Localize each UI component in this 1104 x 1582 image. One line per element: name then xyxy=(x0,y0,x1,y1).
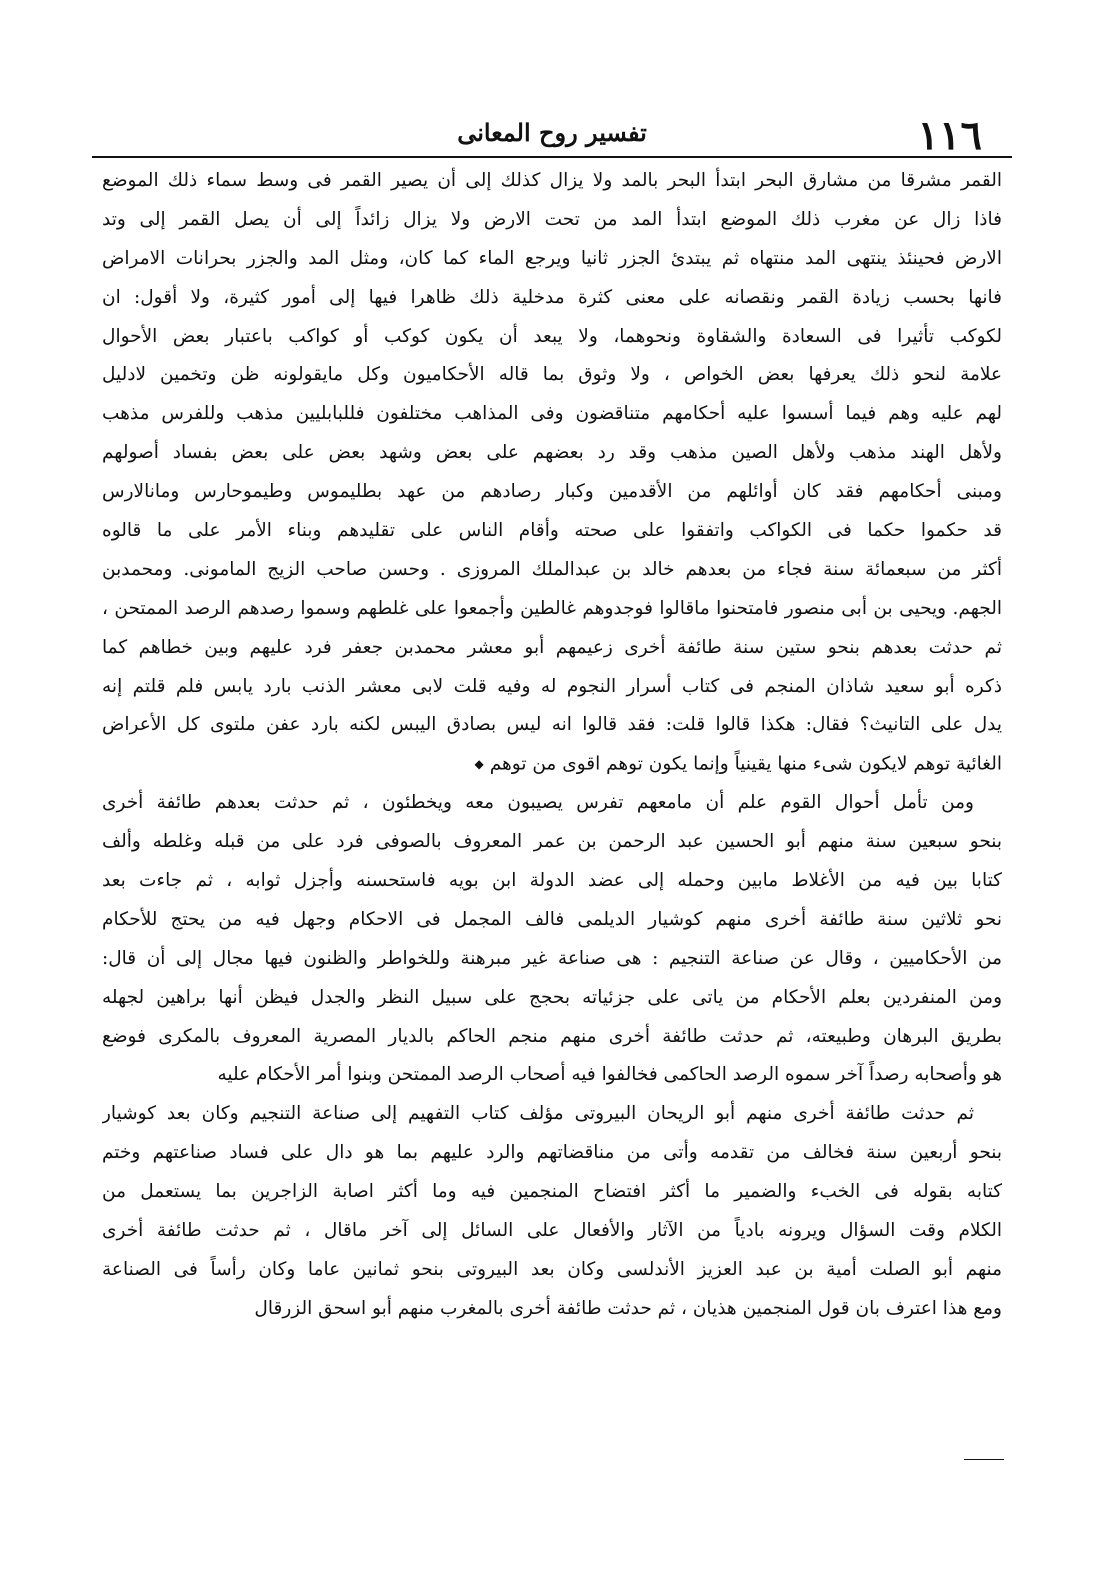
text-line xyxy=(102,1056,1002,1095)
text-line xyxy=(102,473,1002,512)
text-line xyxy=(102,162,1002,201)
paragraph-end-mark: ◆ xyxy=(474,757,484,772)
line-text: هو وأصحابه رصداً آخر سموه الرصد الحاكمى فخالفوا فيه أصحاب الرصد الممتحن وبنوا أمر الأحكام عليه xyxy=(217,1064,1002,1086)
line-text: ومع هذا اعترف بان قول المنجمين هذيان ، ثم حدثت طائفة أخرى بالمغرب منهم أبو اسحق الزرقال xyxy=(254,1297,1002,1319)
line-text: ثم حدثت بعدهم بنحو ستين سنة طائفة أخرى زعيمهم أبو معشر محمدبن جعفر فرد عليهم وبين خطاهم كما xyxy=(102,636,1002,658)
line-text: قد حكموا حكما فى الكواكب واتفقوا على صحته وأقام الناس على تقليدهم وبناء الأمر على ما قالوه xyxy=(102,520,1002,542)
line-text: الكلام وقت السؤال ويرونه بادياً من الآثار والأفعال على السائل إلى آخر ماقال ، ثم حدثت طائفة أخرى xyxy=(102,1220,1002,1242)
line-text: فانها بحسب زيادة القمر ونقصانه على معنى كثرة مدخلية ذلك ظاهرا فيها إلى أمور كثيرة، ولا أقول: ان xyxy=(102,286,1002,308)
text-line xyxy=(102,1134,1002,1173)
text-line xyxy=(102,279,1002,318)
text-line xyxy=(102,551,1002,590)
text-line xyxy=(102,318,1002,357)
paragraph xyxy=(102,162,1002,784)
page-number: ١١٦ xyxy=(917,112,982,159)
line-text: القمر مشرقا من مشارق البحر ابتدأ البحر بالمد ولا يزال كذلك إلى أن يصير القمر فى وسط سماء ذلك الموضع xyxy=(102,170,1002,191)
line-text: ومبنى أحكامهم فقد كان أوائلهم من الأقدمين وكبار رصادهم من عهد بطليموس وطيموحارس ومانالارس xyxy=(102,481,1002,503)
line-text: كتابه بقوله فى الخبء والضمير ما أكثر افتضاح المنجمين فيه وما أكثر اصابة الزاجرين بما يستعمل من xyxy=(102,1181,1002,1203)
line-text: ثم حدثت طائفة أخرى منهم أبو الريحان البيروتى مؤلف كتاب التفهيم إلى صناعة التنجيم وكان بعد كوشيار xyxy=(102,1103,974,1125)
text-line xyxy=(102,512,1002,551)
text-line xyxy=(102,706,1002,745)
text-line xyxy=(102,629,1002,668)
line-text: الغائية توهم لايكون شىء منها يقينياً وإنما يكون توهم اقوى من توهم xyxy=(489,753,1002,775)
line-text: بنحو أربعين سنة فخالف من تقدمه وأتى من مناقضاتهم والرد عليهم بما هو دال على فساد صناعتهم وختم xyxy=(102,1142,1002,1164)
text-line xyxy=(102,940,1002,979)
text-line xyxy=(102,1212,1002,1251)
line-text: ومن المنفردين بعلم الأحكام من ياتى على جزئياته بحجج على سبيل النظر والجدل فيظن أنها براهين لجهله xyxy=(102,986,1002,1008)
text-line xyxy=(102,356,1002,395)
line-text: ومن تأمل أحوال القوم علم أن مامعهم تفرس يصيبون معه ويخطئون ، ثم حدثت بعدهم طائفة أخرى xyxy=(102,792,974,814)
line-text: أكثر من سبعمائة سنة فجاء من بعدهم خالد بن عبدالملك المروزى . وحسن صاحب الزيج المامونى. ومحمدبن xyxy=(102,558,1002,580)
text-line xyxy=(102,1290,1002,1329)
text-line xyxy=(102,784,1002,823)
line-text: كتابا بين فيه من الأغلاط مابين وحمله إلى عضد الدولة ابن بويه فاستحسنه وأجزل ثوابه ، ثم جاءت بعد xyxy=(102,870,1002,892)
text-line xyxy=(102,745,1002,784)
header-rule xyxy=(92,156,1012,158)
text-line xyxy=(102,395,1002,434)
line-text: الارض فحينئذ ينتهى المد منتهاه ثم يبتدئ الجزر ثانيا ويرجع الماء كما كان، ومثل المد والجزر بحرانات الامراض xyxy=(102,247,1002,269)
text-line xyxy=(102,862,1002,901)
text-line xyxy=(102,901,1002,940)
line-text: فاذا زال عن مغرب ذلك الموضع ابتدأ المد من تحت الارض ولا يزال زائداً إلى أن يصل القمر إلى وتد xyxy=(102,208,1002,230)
line-text: بطريق البرهان وطبيعته، ثم حدثت طائفة أخرى منهم منجم الحاكم بالديار المصرية المعروف بالمكرى فوضع xyxy=(102,1025,1002,1047)
text-line xyxy=(102,1251,1002,1290)
line-text: علامة لنحو ذلك يعرفها بعض الخواص ، ولا وثوق بما قاله الأحكاميون وكل مايقولونه ظن وتخمين لادليل xyxy=(102,364,1002,386)
text-line xyxy=(102,240,1002,279)
line-text: ذكره أبو سعيد شاذان المنجم فى كتاب أسرار النجوم له وفيه قلت لابى معشر الذنب بارد يابس فلم قلتم إنه xyxy=(102,675,1002,697)
line-text: الجهم. ويحيى بن أبى منصور فامتحنوا ماقالوا فوجدوهم غالطين وأجمعوا على غلطهم وسموا رصدهم الرصد الممتحن ، xyxy=(102,597,1002,619)
line-text: لهم عليه وهم فيما أسسوا عليه أحكامهم متناقضون وفى المذاهب مختلفون فللبابليين مذهب وللفرس مذهب xyxy=(102,403,1002,425)
text-line xyxy=(102,979,1002,1018)
line-text: ولأهل الهند مذهب ولأهل الصين مذهب وقد رد بعضهم على بعض وشهد بعض على بعض بفساد أصولهم xyxy=(102,442,1002,464)
line-text: لكوكب تأثيرا فى السعادة والشقاوة ونحوهما، ولا يبعد أن يكون كوكب أو كواكب باعتبار بعض الأحوال xyxy=(102,325,1002,347)
text-line xyxy=(102,590,1002,629)
text-line xyxy=(102,823,1002,862)
page-header xyxy=(92,110,1012,158)
line-text: بنحو سبعين سنة منهم أبو الحسين عبد الرحمن بن عمر المعروف بالصوفى فرد على من قبله وغلطه وألف xyxy=(102,831,1002,853)
line-text: يدل على التانيث؟ فقال: هكذا قالوا قلت: فقد قالوا انه ليس بصادق اليبس لكنه بارد عفن ملتوى كل الأعراض xyxy=(102,714,1002,736)
text-line xyxy=(102,1018,1002,1057)
text-line xyxy=(102,668,1002,707)
text-line xyxy=(102,201,1002,240)
text-line xyxy=(102,1173,1002,1212)
line-text: منهم أبو الصلت أمية بن عبد العزيز الأندلسى وكان بعد البيروتى بنحو ثمانين عاما وكان رأساً فى الصناعة xyxy=(102,1258,1002,1280)
running-title: تفسير روح المعانى xyxy=(457,118,647,147)
body-text xyxy=(102,162,1002,1329)
line-text: من الأحكاميين ، وقال عن صناعة التنجيم : هى صناعة غير مبرهنة وللخواطر والظنون فيها مجال إلى أن قال: xyxy=(102,947,1002,969)
paragraph xyxy=(102,1095,1002,1328)
line-text: نحو ثلاثين سنة طائفة أخرى منهم كوشيار الديلمى فالف المجمل فى الاحكام وجهل فيه من يحتج للأحكام xyxy=(102,908,1002,930)
text-line xyxy=(102,1095,1002,1134)
paragraph xyxy=(102,784,1002,1095)
catchword-underline xyxy=(964,1459,1004,1460)
text-line xyxy=(102,434,1002,473)
